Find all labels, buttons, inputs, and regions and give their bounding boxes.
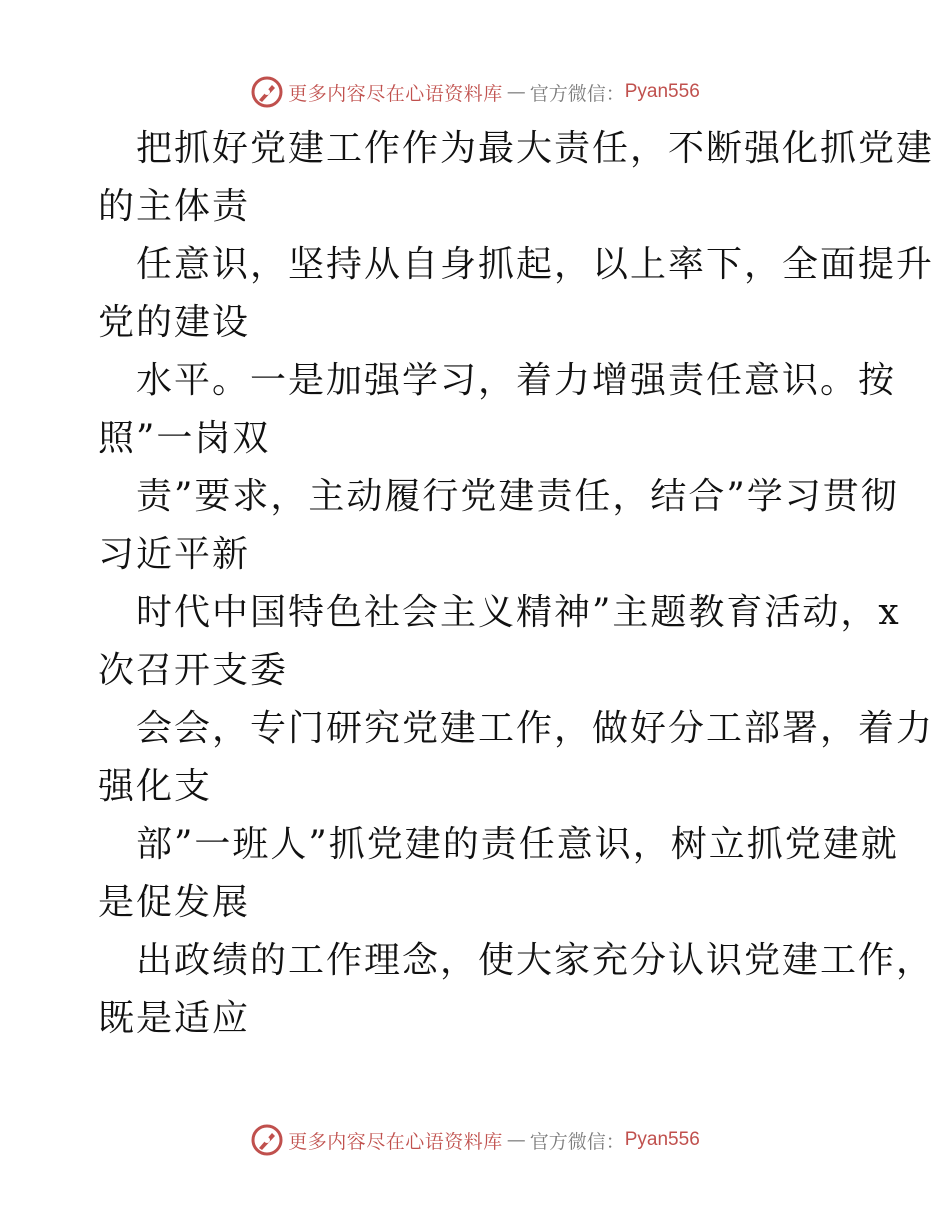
text-line: 既是适应 xyxy=(98,998,251,1039)
wechat-label: 官方微信： xyxy=(529,1130,625,1153)
header-banner xyxy=(0,72,950,112)
text-line: 会会，专门研究党建工作，做好分工部署，着力 xyxy=(136,708,935,749)
text-line: 时代中国特色社会主义精神”主题教育活动，x xyxy=(136,592,901,633)
wechat-label: 官方微信： xyxy=(529,82,625,105)
text-line: 的主体责 xyxy=(98,186,251,227)
text-line: 水平。一是加强学习，着力增强责任意识。按 xyxy=(136,360,897,401)
text-line: 任意识，坚持从自身抓起，以上率下，全面提升 xyxy=(136,244,935,285)
site-text: 更多内容尽在心语资料库 xyxy=(288,82,503,105)
text-line: 习近平新 xyxy=(98,534,251,575)
text-line: 把抓好党建工作作为最大责任，不断强化抓党建 xyxy=(136,128,935,169)
text-line: 照”一岗双 xyxy=(98,418,271,459)
pen-logo-icon xyxy=(250,1123,284,1157)
text-line: 部”一班人”抓党建的责任意识，树立抓党建就 xyxy=(136,824,899,865)
text-line: 党的建设 xyxy=(98,302,251,343)
wechat-id: Pyan556 xyxy=(624,81,700,102)
text-line: 是促发展 xyxy=(98,882,251,923)
text-line: 强化支 xyxy=(98,766,213,807)
banner-separator: — xyxy=(506,81,526,103)
pen-logo-icon xyxy=(250,75,284,109)
footer-banner xyxy=(0,1120,950,1160)
wechat-id: Pyan556 xyxy=(624,1129,700,1150)
text-line: 责”要求，主动履行党建责任，结合”学习贯彻 xyxy=(136,476,899,517)
site-text: 更多内容尽在心语资料库 xyxy=(288,1130,503,1153)
document-body xyxy=(98,120,935,1048)
text-line: 次召开支委 xyxy=(98,650,289,691)
banner-separator: — xyxy=(506,1129,526,1151)
text-line: 出政绩的工作理念，使大家充分认识党建工作， xyxy=(136,940,935,981)
